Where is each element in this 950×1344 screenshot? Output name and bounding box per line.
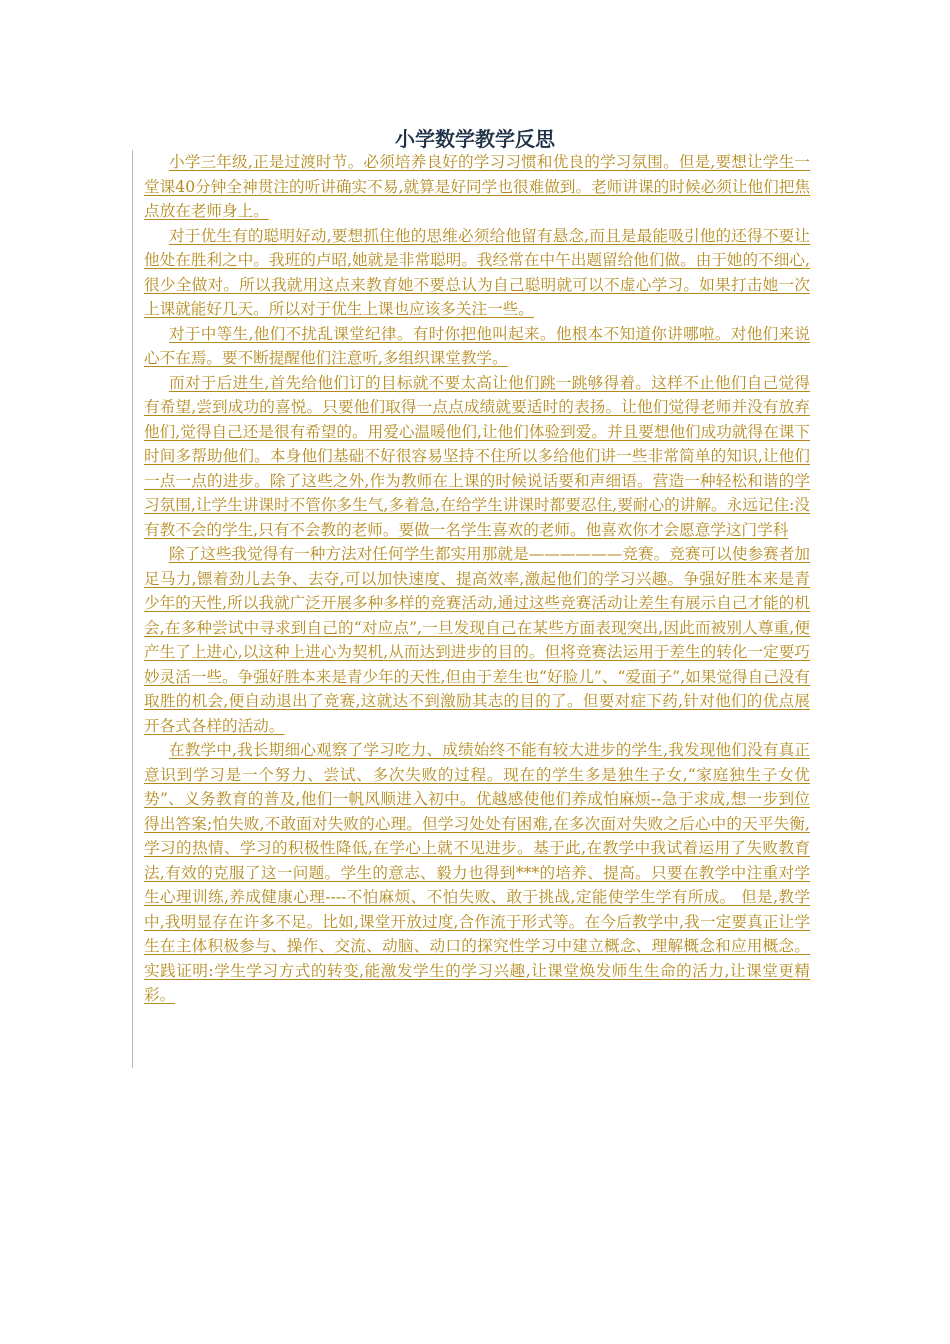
paragraph-top-students: 对于优生有的聪明好动,要想抓住他的思维必须给他留有悬念,而且是最能吸引他的还得不要让他处在胜利之中。我班的卢昭,她就是非常聪明。我经常在中午出题留给他们做。由于她的不细心,很少全做对。所以我就用这点来教育她不要总认为自己聪明就可以不虚心学习。如果打击她一次上课就能好几天。所以对于优生上课也应该多关注一些。 xyxy=(144,226,810,318)
paragraph-competition: 除了这些我觉得有一种方法对任何学生都实用那就是——————竞赛。竞赛可以使参赛者加足马力,镖着劲儿去争、去夺,可以加快速度、提高效率,激起他们的学习兴趣。争强好胜本来是青少年的天性,所以我就广泛开展多种多样的竞赛活动,通过这些竞赛活动让差生有展示自己才能的机会,在多种尝试中寻求到自己的“对应点”,一旦发现自己在某些方面表现突出,因此而被别人尊重,便产生了上进心,以这种上进心为契机,从而达到进步的目的。但将竞赛法运用于差生的转化一定要巧妙灵活一些。争强好胜本来是青少年的天性,但由于差生也“好脸儿”、“爱面子”,如果觉得自己没有取胜的机会,便自动退出了竞赛,这就达不到激励其志的目的了。但要对症下药,针对他们的优点展开各式各样的活动。 xyxy=(144,545,810,735)
paragraph-failure-education: 在教学中,我长期细心观察了学习吃力、成绩始终不能有较大进步的学生,我发现他们没有真正意识到学习是一个努力、尝试、多次失败的过程。现在的学生多是独生子女,“家庭独生子女优势”、义务教育的普及,他们一帆风顺进入初中。优越感使他们养成怕麻烦--急于求成,想一步到位得出答案;怕失败,不敢面对失败的心理。但学习处处有困难,在多次面对失败之后心中的天平失衡,学习的热情、学习的积极性降低,在学心上就不见进步。基于此,在教学中我试着运用了失败教育法,有效的克服了这一问题。学生的意志、毅力也得到***的培养、提高。只要在教学中注重对学生心理训练,养成健康心理----不怕麻烦、不怕失败、敢于挑战,定能使学生学有所成。 但是,教学中,我明显存在许多不足。比如,课堂开放过度,合作流于形式等。在今后教学中,我一定要真正让学生在主体积极参与、操作、交流、动脑、动口的探究性学习中建立概念、理解概念和应用概念。实践证明:学生学习方式的转变,能激发学生的学习兴趣,让课堂焕发师生生命的活力,让课堂更精彩。 xyxy=(144,741,810,1004)
paragraph-struggling-students: 而对于后进生,首先给他们订的目标就不要太高让他们跳一跳够得着。这样不止他们自己觉得有希望,尝到成功的喜悦。只要他们取得一点点成绩就要适时的表扬。让他们觉得老师并没有放弃他们,觉得自己还是很有希望的。用爱心温暖他们,让他们体验到爱。并且要想他们成功就得在课下时间多帮助他们。本身他们基础不好很容易坚持不住所以多给他们讲一些非常简单的知识,让他们一点一点的进步。除了这些之外,作为教师在上课的时候说话要和声细语。营造一种轻松和谐的学习氛围,让学生讲课时不管你多生气,多着急,在给学生讲课时都要忍住,要耐心的讲解。永远记住:没有教不会的学生,只有不会教的老师。要做一名学生喜欢的老师。他喜欢你才会愿意学这门学科 xyxy=(144,373,810,539)
document-title: 小学数学教学反思 xyxy=(395,127,555,151)
margin-line xyxy=(132,150,133,1068)
paragraph-intro: 小学三年级,正是过渡时节。必须培养良好的学习习惯和优良的学习氛围。但是,要想让学生一堂课40分钟全神贯注的听讲确实不易,就算是好同学也很难做到。老师讲课的时候必须让他们把焦点放在老师身上。 xyxy=(144,153,810,220)
paragraph-average-students: 对于中等生,他们不扰乱课堂纪律。有时你把他叫起来。他根本不知道你讲哪啦。对他们来说心不在焉。要不断提醒他们注意听,多组织课堂教学。 xyxy=(144,324,810,367)
document-body xyxy=(144,150,810,1008)
